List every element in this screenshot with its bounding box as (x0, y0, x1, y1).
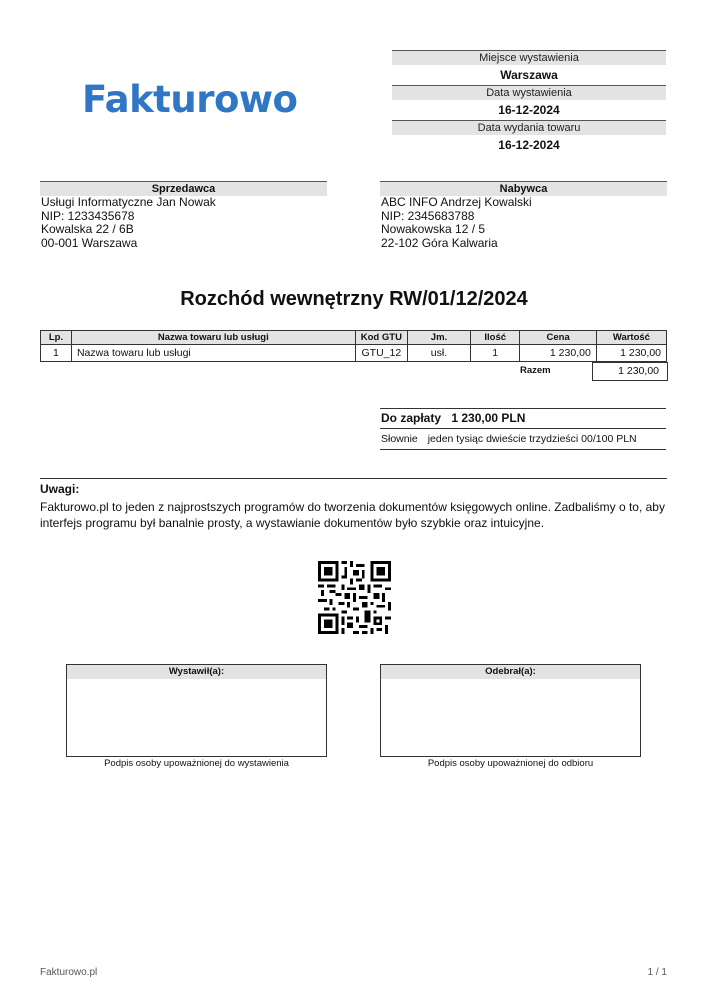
buyer-heading: Nabywca (380, 181, 667, 196)
delivery-date-label: Data wydania towaru (392, 120, 666, 135)
brand-logo: Fakturowo (82, 78, 298, 121)
amount-words-label: Słownie (381, 433, 418, 445)
table-row (41, 345, 667, 362)
cell-gtu: GTU_12 (355, 345, 407, 362)
buyer-name: ABC INFO Andrzej Kowalski (381, 195, 532, 209)
issuer-signature (66, 664, 327, 769)
receiver-signature-box (380, 664, 641, 757)
amount-words-value: jeden tysiąc dwieście trzydzieści 00/100 PLN (427, 433, 637, 445)
seller-block (40, 181, 327, 250)
seller-nip: NIP: 1233435678 (41, 208, 135, 223)
col-price: Cena (520, 331, 596, 345)
buyer-city: 22-102 Góra Kalwaria (381, 235, 498, 250)
document-title: Rozchód wewnętrzny RW/01/12/2024 (180, 288, 528, 310)
notes-divider (40, 478, 667, 479)
receiver-signature (380, 664, 641, 769)
cell-lp: 1 (41, 345, 72, 362)
delivery-date-value: 16-12-2024 (498, 138, 560, 152)
cell-qty: 1 (470, 345, 520, 362)
cell-price: 1 230,00 (520, 345, 596, 362)
payment-summary (380, 408, 666, 450)
footer-page-number: 1 / 1 (647, 967, 667, 978)
cell-name: Nazwa towaru lub usługi (71, 345, 355, 362)
total-label: Razem (520, 365, 551, 376)
buyer-block (380, 181, 667, 250)
issue-place-label: Miejsce wystawienia (392, 50, 666, 65)
amount-words-row (380, 429, 666, 450)
issue-place-value: Warszawa (500, 68, 558, 82)
items-table (40, 330, 667, 362)
buyer-nip: NIP: 2345683788 (381, 208, 475, 223)
seller-heading: Sprzedawca (40, 181, 327, 196)
seller-city: 00-001 Warszawa (41, 235, 138, 250)
cell-value: 1 230,00 (596, 345, 666, 362)
issuer-caption: Podpis osoby upoważnionej do wystawienia (104, 758, 289, 769)
document-meta (392, 50, 666, 155)
seller-name: Usługi Informatyczne Jan Nowak (41, 195, 216, 209)
col-lp: Lp. (41, 331, 72, 345)
notes-title: Uwagi: (40, 482, 80, 496)
issue-date-value: 16-12-2024 (498, 103, 560, 117)
footer-site: Fakturowo.pl (40, 967, 98, 978)
receiver-heading: Odebrał(a): (381, 665, 640, 679)
issue-date-label: Data wystawienia (392, 85, 666, 100)
receiver-caption: Podpis osoby upoważnionej do odbioru (427, 758, 594, 769)
amount-due-row (380, 408, 666, 429)
qr-code (318, 561, 391, 634)
issuer-heading: Wystawił(a): (67, 665, 326, 679)
col-name: Nazwa towaru lub usługi (71, 331, 355, 345)
col-gtu: Kod GTU (355, 331, 407, 345)
seller-street: Kowalska 22 / 6B (41, 222, 134, 236)
issuer-signature-box (66, 664, 327, 757)
notes-text: Fakturowo.pl to jeden z najprostszych programów do tworzenia dokumentów księgowych online. Zadbaliśmy o to, aby interfejs programu był banalnie prosty, a wystawianie dokumentów było szybkie oraz intuicyjne. (40, 500, 665, 530)
buyer-street: Nowakowska 12 / 5 (381, 222, 486, 236)
amount-due-value: 1 230,00 PLN (451, 411, 526, 425)
col-qty: Ilość (470, 331, 520, 345)
cell-unit: usł. (408, 345, 471, 362)
col-value: Wartość (596, 331, 666, 345)
amount-due-label: Do zapłaty (381, 411, 442, 425)
table-header-row (41, 331, 667, 345)
total-value: 1 230,00 (592, 362, 668, 381)
col-unit: Jm. (408, 331, 471, 345)
